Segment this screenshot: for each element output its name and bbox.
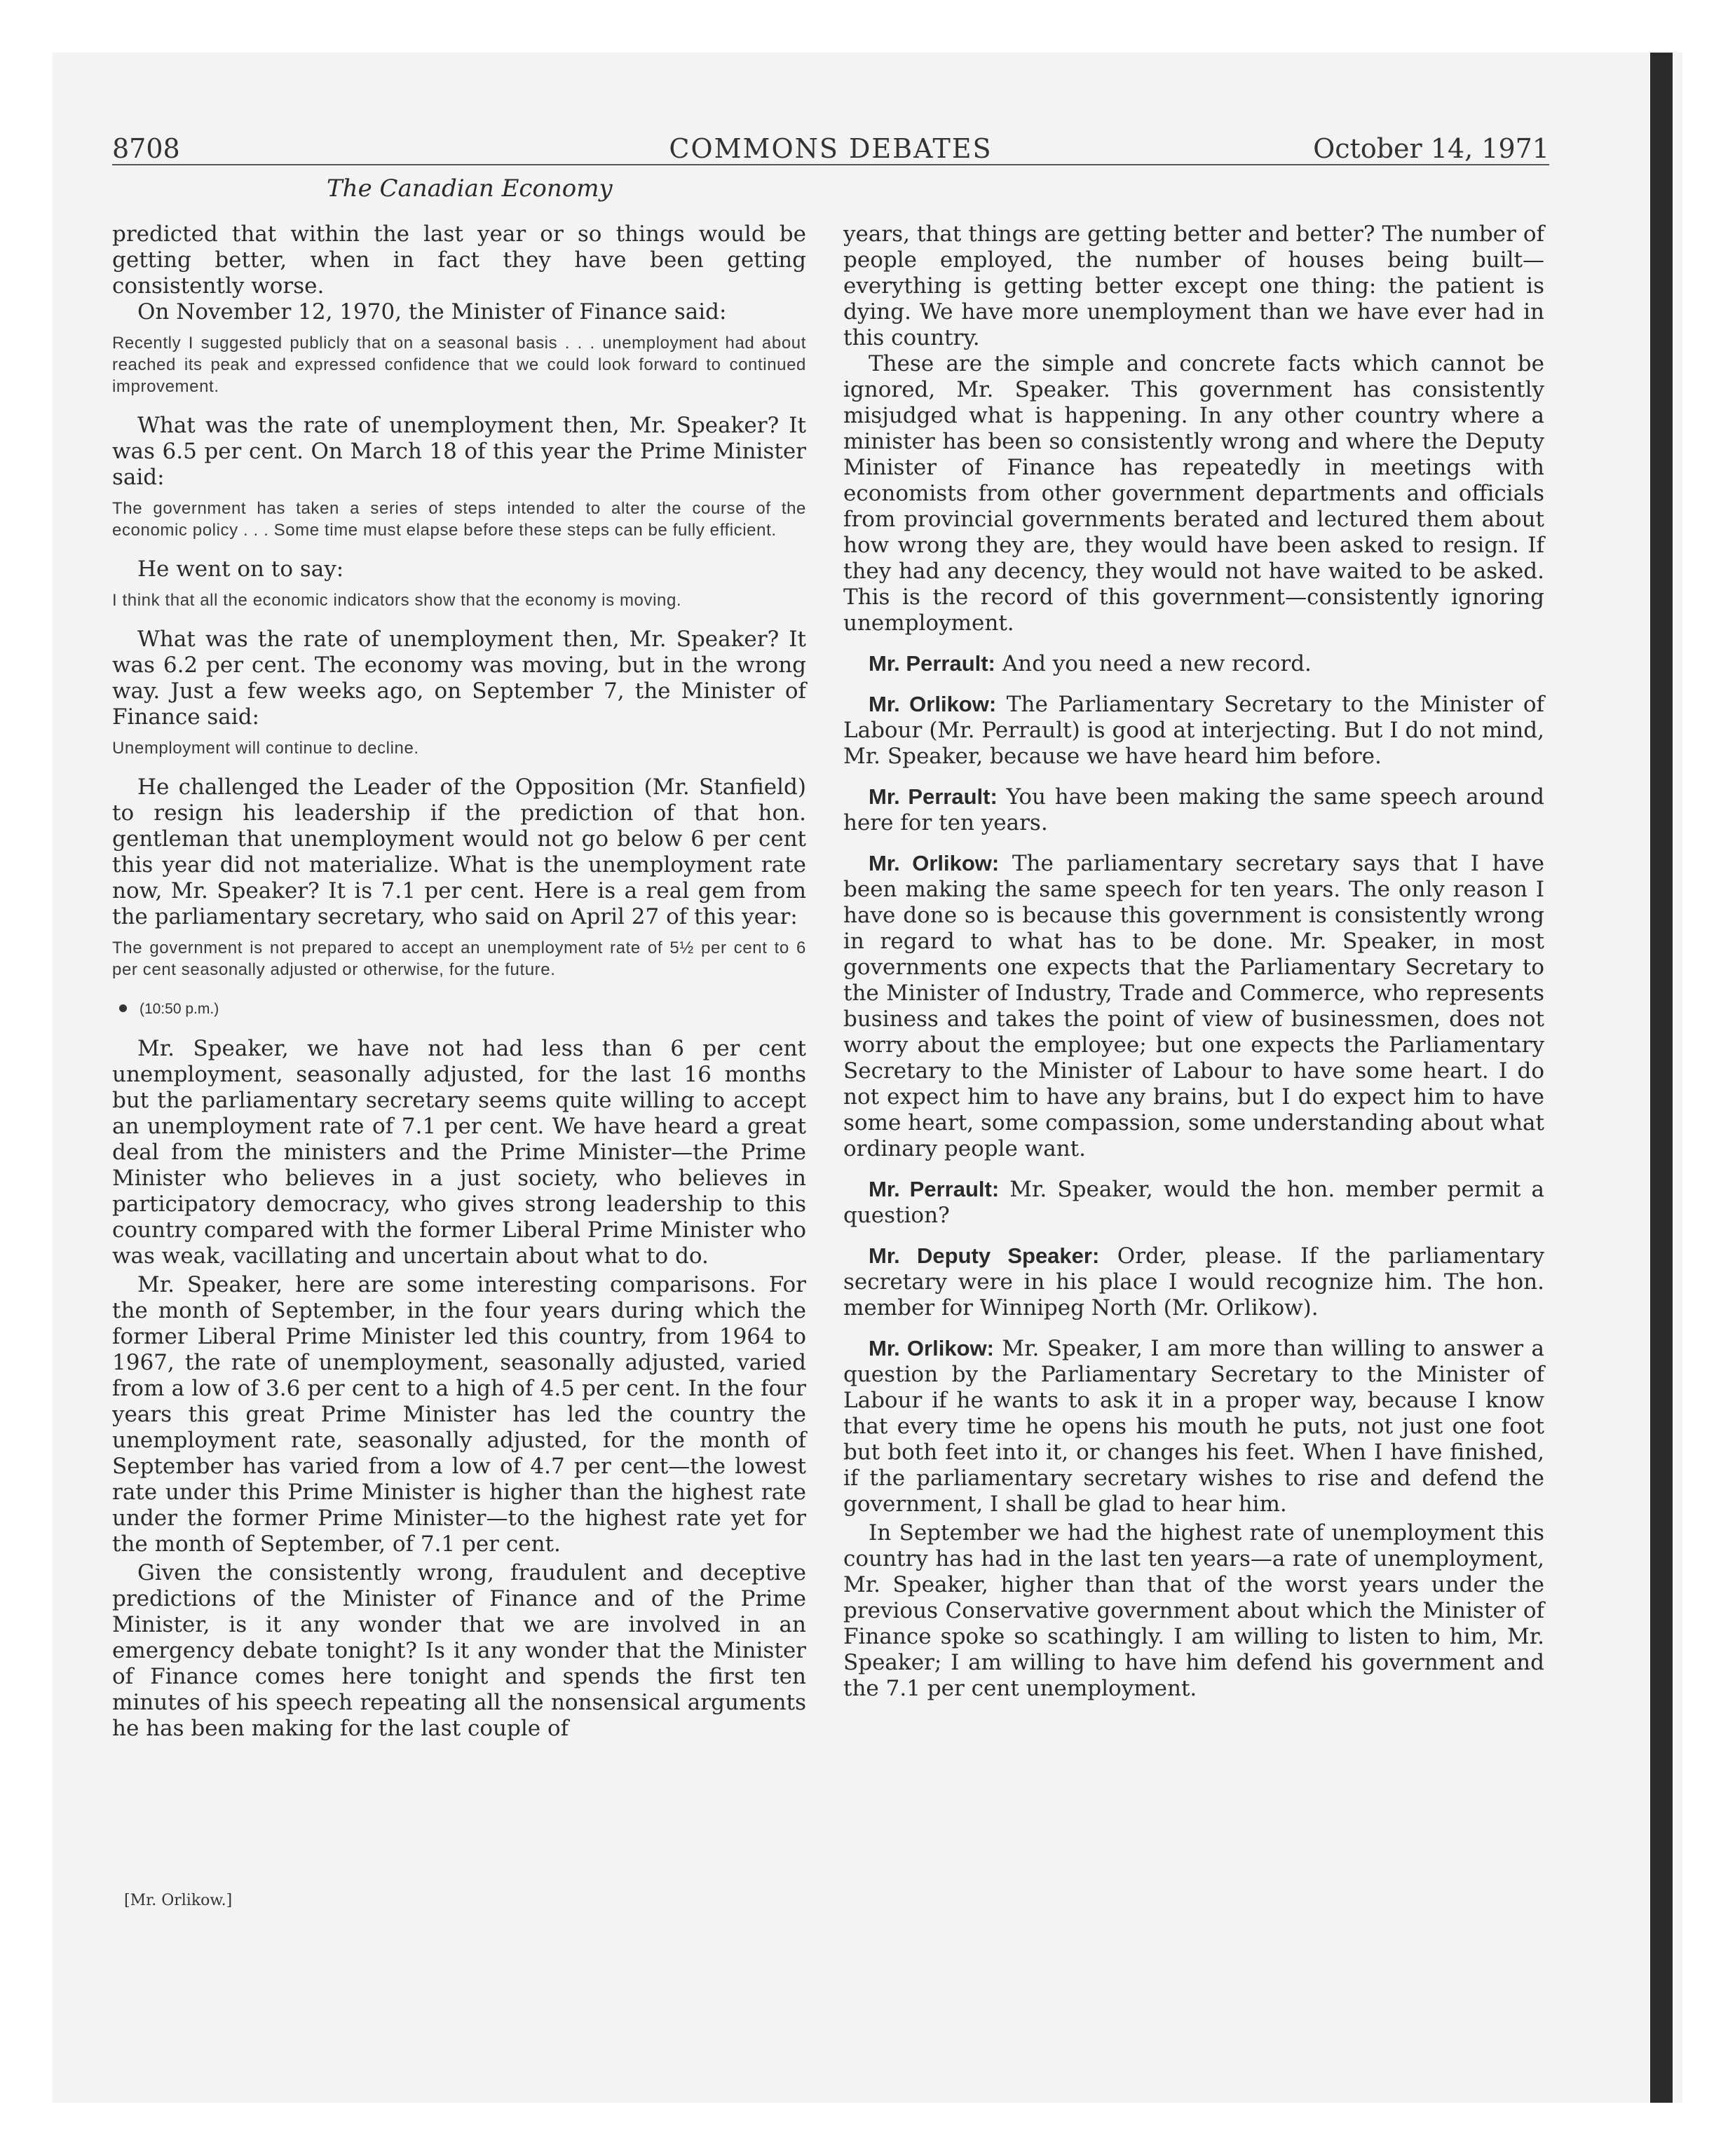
paragraph: What was the rate of unemployment then, Mr. Speaker? It was 6.5 per cent. On March 18 of this year the Prime Minister said:	[112, 413, 806, 490]
paragraph: Mr. Speaker, here are some interesting comparisons. For the month of September, in the four years during which the former Liberal Prime Minister led this country, from 1964 to 1967, the rate of unemployment, seasonally adjusted, varied from a low of 3.6 per cent to a high of 4.5 per cent. In the four years this great Prime Minister has led the country the unemployment rate, seasonally adjusted, for the month of September has varied from a low of 4.7 per cent—the lowest rate under this Prime Minister is higher than the highest rate under the former Prime Minister—to the highest rate yet for the month of September, of 7.1 per cent.	[112, 1272, 806, 1557]
page-number: 8708	[112, 133, 180, 164]
block-quote: Recently I suggested publicly that on a seasonal basis . . . unemployment had about reached its peak and expressed confidence that we could look forward to continued improvement.	[112, 334, 806, 396]
paragraph: He went on to say:	[137, 557, 344, 582]
speech-entry	[843, 1176, 1544, 1229]
block-quote: I think that all the economic indicators show that the economy is moving.	[112, 591, 682, 610]
speaker-name: Mr. Perrault:	[869, 784, 998, 809]
block-quote: The government has taken a series of steps intended to alter the course of the economic policy . . . Some time must elapse before these steps can be fully efficient.	[112, 499, 806, 540]
scan-edge-bar	[1650, 53, 1673, 2103]
speaker-name: Mr. Orlikow:	[869, 692, 997, 716]
block-quote: Unemployment will continue to decline.	[112, 739, 419, 758]
speech-entry	[843, 650, 1544, 677]
time-stamp: (10:50 p.m.)	[140, 1001, 219, 1017]
paragraph: On November 12, 1970, the Minister of Finance said:	[137, 299, 727, 325]
right-column	[843, 221, 1544, 1705]
speaker-name: Mr. Deputy Speaker:	[869, 1243, 1100, 1268]
bullet-icon	[119, 1004, 127, 1012]
section-subhead: The Canadian Economy	[327, 175, 613, 203]
speaker-name: Mr. Orlikow:	[869, 851, 1000, 875]
paragraph: predicted that within the last year or so things would be getting better, when in fact they have been getting consistently worse.	[112, 221, 806, 299]
speaker-footer: [Mr. Orlikow.]	[124, 1892, 233, 1909]
paragraph: These are the simple and concrete facts which cannot be ignored, Mr. Speaker. This government has consistently misjudged what is happening. In any other country where a minister has been so consistently wrong and where the Deputy Minister of Finance has repeatedly in meetings with economists from other government departments and officials from provincial governments berated and lectured them about how wrong they are, they would have been asked to resign. If they had any decency, they would not have waited to be asked. This is the record of this government—consistently ignoring unemployment.	[843, 351, 1544, 636]
speech-text: Mr. Speaker, I am more than willing to answer a question by the Parliamentary Secretary to the Minister of Labour if he wants to ask it in a proper way, because I know that every time he opens his mouth he puts, not just one foot but both feet into it, or changes his feet. When I have finished, if the parliamentary secretary wishes to rise and defend the government, I shall be glad to hear him.	[843, 1336, 1544, 1517]
block-quote: The government is not prepared to accept an unemployment rate of 5½ per cent to 6 per cent seasonally adjusted or otherwise, for the future.	[112, 939, 806, 979]
speech-entry	[843, 850, 1544, 1162]
speech-entry	[843, 691, 1544, 770]
speech-text: The parliamentary secretary says that I have been making the same speech for ten years. The only reason I have done so is because this government is consistently wrong in regard to what has to be done. Mr. Speaker, in most governments one expects that the Parliamentary Secretary to the Minister of Industry, Trade and Commerce, who represents business and takes the point of view of businessmen, does not worry about the employee; but one expects the Parliamentary Secretary to the Minister of Labour to have some heart. I do not expect him to have any brains, but I do expect him to have some heart, some compassion, some understanding about what ordinary people want.	[843, 851, 1544, 1161]
speaker-name: Mr. Perrault:	[869, 1177, 1000, 1201]
speech-text: Order, please. If the parliamentary secretary were in his place I would recognize him. The hon. member for Winnipeg North (Mr. Orlikow).	[843, 1243, 1544, 1321]
speech-text: You have been making the same speech around here for ten years.	[843, 784, 1544, 835]
speech-entry	[843, 1335, 1544, 1517]
paragraph: In September we had the highest rate of unemployment this country has had in the last ten years—a rate of unemployment, Mr. Speaker, higher than that of the worst years under the previous Conservative government about which the Minister of Finance spoke so scathingly. I am willing to listen to him, Mr. Speaker; I am willing to have him defend his government and the 7.1 per cent unemployment.	[843, 1520, 1544, 1701]
header-rule	[112, 164, 1549, 165]
speech-text: The Parliamentary Secretary to the Minister of Labour (Mr. Perrault) is good at interjecting. But I do not mind, Mr. Speaker, because we have heard him before.	[843, 692, 1545, 769]
speaker-name: Mr. Perrault:	[869, 651, 995, 676]
paragraph: Given the consistently wrong, fraudulent and deceptive predictions of the Minister of Finance and of the Prime Minister, is it any wonder that we are involved in an emergency debate tonight? Is it any wonder that the Minister of Finance comes here tonight and spends the first ten minutes of his speech repeating all the nonsensical arguments he has been making for the last couple of	[112, 1560, 806, 1741]
left-column	[112, 221, 806, 1745]
paragraph: years, that things are getting better and better? The number of people employed, the number of houses being built—everything is getting better except one thing: the patient is dying. We have more unemployment than we have ever had in this country.	[843, 221, 1544, 350]
speech-text: Mr. Speaker, would the hon. member permit a question?	[843, 1177, 1544, 1228]
paragraph: He challenged the Leader of the Opposition (Mr. Stanfield) to resign his leadership if the prediction of that hon. gentleman that unemployment would not go below 6 per cent this year did not materialize. What is the unemployment rate now, Mr. Speaker? It is 7.1 per cent. Here is a real gem from the parliamentary secretary, who said on April 27 of this year:	[112, 775, 806, 929]
paragraph: Mr. Speaker, we have not had less than 6 per cent unemployment, seasonally adjusted, for the last 16 months but the parliamentary secretary seems quite willing to accept an unemployment rate of 7.1 per cent. We have heard a great deal from the ministers and the Prime Minister—the Prime Minister who believes in a just society, who believes in participatory democracy, who gives strong leadership to this country compared with the former Liberal Prime Minister who was weak, vacillating and uncertain about what to do.	[112, 1036, 806, 1269]
page-date: October 14, 1971	[1313, 133, 1549, 164]
speech-entry	[843, 784, 1544, 836]
speech-entry	[843, 1243, 1544, 1321]
speech-text: And you need a new record.	[995, 651, 1312, 676]
publication-title: COMMONS DEBATES	[669, 133, 993, 164]
time-marker	[119, 996, 806, 1022]
speaker-name: Mr. Orlikow:	[869, 1336, 994, 1360]
paragraph: What was the rate of unemployment then, Mr. Speaker? It was 6.2 per cent. The economy was moving, but in the wrong way. Just a few weeks ago, on September 7, the Minister of Finance said:	[112, 627, 806, 730]
